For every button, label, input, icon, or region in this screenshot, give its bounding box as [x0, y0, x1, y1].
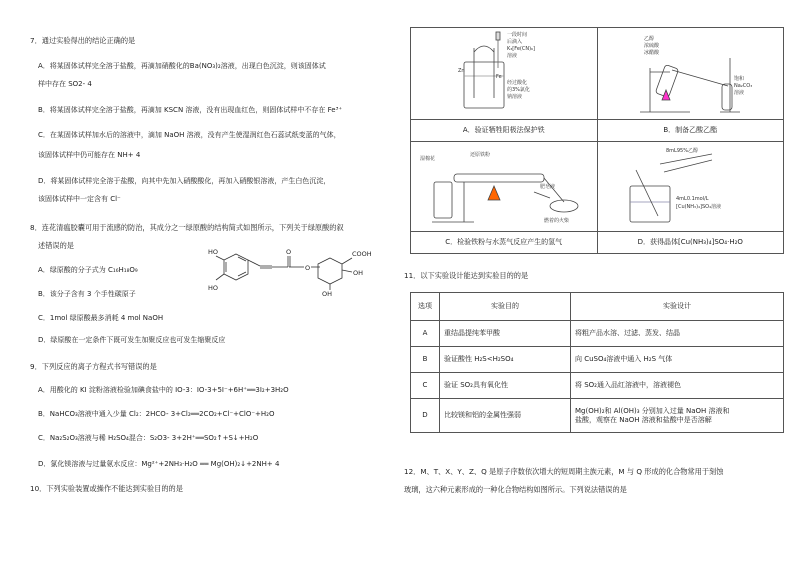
q7-option-a-line1: A．将某固体试样完全溶于盐酸，再滴加硝酸化的Ba(NO₃)₂溶液，出现白色沉淀，则该固体试 — [38, 62, 326, 70]
q11-header-design: 实验设计 — [571, 293, 784, 321]
apparatus-a-label-line6: 的3%氯化 — [506, 87, 530, 93]
q9-option-b: B．NaHCO₃溶液中通入少量 Cl₂：2HCO- 3+Cl₂══2CO₂+Cl⁻+ClO⁻+H₂O — [38, 410, 275, 418]
apparatus-b-label-line2: 浓硫酸 — [644, 43, 660, 49]
structure-label-oh-bottom: OH — [322, 290, 333, 296]
caption-c: C．检验铁粉与水蒸气反应产生的氢气 — [411, 231, 598, 253]
apparatus-c-label-line1: 湿棉花 — [419, 155, 435, 162]
q11-row-b-design: 向 CuSO₄溶液中通入 H₂S 气体 — [571, 347, 784, 373]
apparatus-d-label-line3: [Cu(NH₃)₄]SO₄溶液 — [676, 203, 722, 210]
q11-stem: 11．以下实验设计能达到实验目的的是 — [404, 271, 529, 280]
q11-row-d-option: D — [411, 399, 440, 433]
apparatus-d-cell — [597, 141, 784, 231]
q11-header-option: 选项 — [411, 293, 440, 321]
q11-row-a-design: 将粗产品水溶、过滤、蒸发、结晶 — [571, 321, 784, 347]
q11-row-c-design: 将 SO₂通入品红溶液中，溶液褪色 — [571, 373, 784, 399]
apparatus-a-label-line2: 后滴入 — [506, 39, 522, 45]
apparatus-c-label-line3: 肥皂液 — [539, 183, 555, 190]
q8-option-a: A．绿原酸的分子式为 C₁₆H₁₈O₉ — [38, 266, 138, 274]
q11-row-d-design — [571, 399, 784, 433]
apparatus-a-label-line1: 一段时间 — [506, 32, 527, 38]
q8-stem-line1: 8．连花清瘟胶囊可用于流感的防治，其成分之一绿原酸的结构简式如图所示，下列关于绿原酸的叙 — [30, 223, 344, 232]
structure-label-cooh: COOH — [352, 250, 372, 258]
apparatus-d-label-line2: 4mL0.1mol/L — [676, 195, 709, 202]
q11-header-goal: 实验目的 — [440, 293, 571, 321]
apparatus-b-label-line3: 冰醋酸 — [644, 50, 660, 56]
q7-stem: 7．通过实验得出的结论正确的是 — [30, 36, 136, 45]
q11-row-a-option: A — [411, 321, 440, 347]
structure-label-ester-o: O — [305, 264, 311, 272]
structure-label-carbonyl-o: O — [286, 248, 292, 256]
apparatus-a-label-line5: 经过酸化 — [506, 80, 527, 86]
q10-apparatus-table — [410, 27, 784, 254]
q11-row-d-design-line2: 盐酸，观察在 NaOH 溶液和盐酸中是否溶解 — [575, 415, 712, 424]
caption-b: B．制备乙酸乙酯 — [597, 119, 784, 141]
q8-option-d: D．绿原酸在一定条件下既可发生加聚反应也可发生缩聚反应 — [38, 336, 226, 344]
q9-option-a: A．用酸化的 KI 淀粉溶液检验加碘食盐中的 IO-3：IO-3+5I⁻+6H⁺══3I₂+3H₂O — [38, 386, 289, 394]
apparatus-a-label-zn: Zn — [457, 68, 465, 74]
apparatus-a-cell — [411, 28, 598, 120]
q7-option-d-line1: D．将某固体试样完全溶于盐酸，向其中先加入硝酸酸化，再加入硝酸银溶液，产生白色沉淀， — [38, 177, 331, 185]
structure-label-ho-top: HO — [208, 248, 219, 256]
q8-option-b: B．该分子含有 3 个手性碳原子 — [38, 290, 136, 298]
q7-option-c-line2: 该固体试样中仍可能存在 NH+ 4 — [38, 151, 141, 159]
apparatus-d-label-line1: 8mL95%乙醇 — [666, 147, 699, 154]
caption-d: D．获得晶体[Cu(NH₃)₄]SO₄·H₂O — [597, 231, 784, 253]
apparatus-a-label-line7: 钠溶液 — [506, 94, 522, 100]
q7-option-c-line1: C．在某固体试样加水后的溶液中，滴加 NaOH 溶液，没有产生使湿润红色石蕊试纸变蓝的气体， — [38, 131, 341, 139]
q9-option-d: D．氯化镁溶液与过量氨水反应：Mg²⁺+2NH₃·H₂O ══ Mg(OH)₂↓+2NH+ 4 — [38, 460, 280, 468]
apparatus-a-label-line3: K₃[Fe(CN)₆] — [506, 46, 535, 52]
apparatus-b-label-line5: Na₂CO₃ — [734, 83, 753, 89]
q11-row-a-goal: 重结晶提纯苯甲酸 — [440, 321, 571, 347]
structure-label-ho-bottom: HO — [208, 284, 219, 292]
q11-row-b-option: B — [411, 347, 440, 373]
apparatus-c-label-line2: 还原铁粉 — [469, 151, 490, 158]
q11-row-c-option: C — [411, 373, 440, 399]
q7-option-d-line2: 该固体试样中一定含有 Cl⁻ — [38, 195, 121, 203]
q9-option-c: C．Na₂S₂O₃溶液与稀 H₂SO₄混合：S₂O3- 3+2H⁺══SO₂↑+S↓+H₂O — [38, 434, 259, 442]
apparatus-c-figure — [414, 142, 594, 228]
apparatus-b-label-line4: 饱和 — [734, 76, 745, 82]
apparatus-c-label-line4: 燃着的火柴 — [543, 217, 569, 224]
q11-row-d-goal: 比较镁和铝的金属性强弱 — [440, 399, 571, 433]
q8-stem-line2: 述错误的是 — [38, 241, 74, 250]
q11-row-c-goal: 验证 SO₂具有氧化性 — [440, 373, 571, 399]
q7-option-b: B．将某固体试样完全溶于盐酸，再滴加 KSCN 溶液，没有出现血红色，则固体试样中不存在 Fe³⁺ — [38, 106, 343, 114]
q11-row-d-design-line1: Mg(OH)₂和 Al(OH)₃ 分别加入过量 NaOH 溶液和 — [575, 406, 730, 415]
q12-stem-line2: 玻璃，这六种元素形成的一种化合物结构如图所示。下列说法错误的是 — [404, 485, 627, 494]
structure-label-oh-right: OH — [353, 269, 364, 277]
q7-option-a-line2: 样中存在 SO2- 4 — [38, 80, 92, 88]
apparatus-b-label-line1: 乙醇 — [644, 36, 655, 42]
apparatus-d-figure — [600, 142, 780, 228]
q11-row-b-goal: 验证酸性 H₂S<H₂SO₄ — [440, 347, 571, 373]
q10-stem: 10．下列实验装置或操作不能达到实验目的的是 — [30, 484, 183, 493]
apparatus-a-label-fe: Fe — [495, 74, 502, 80]
caption-a: A．验证牺牲阳极法保护铁 — [411, 119, 598, 141]
q12-stem-line1: 12．M、T、X、Y、Z、Q 是原子序数依次增大的短周期主族元素，M 与 Q 形成的化合物常用于刻蚀 — [404, 467, 724, 476]
apparatus-c-cell — [411, 141, 598, 231]
q8-option-c: C．1mol 绿原酸最多消耗 4 mol NaOH — [38, 314, 164, 322]
q9-stem: 9．下列反应的离子方程式书写错误的是 — [30, 362, 157, 371]
apparatus-a-label-line4: 溶液 — [506, 53, 517, 59]
apparatus-b-label-line6: 溶液 — [734, 90, 745, 96]
q11-table — [410, 292, 784, 433]
apparatus-b-cell — [597, 28, 784, 120]
apparatus-a-figure — [414, 28, 594, 116]
apparatus-b-figure — [600, 28, 780, 116]
chlorogenic-acid-structure — [208, 246, 398, 296]
